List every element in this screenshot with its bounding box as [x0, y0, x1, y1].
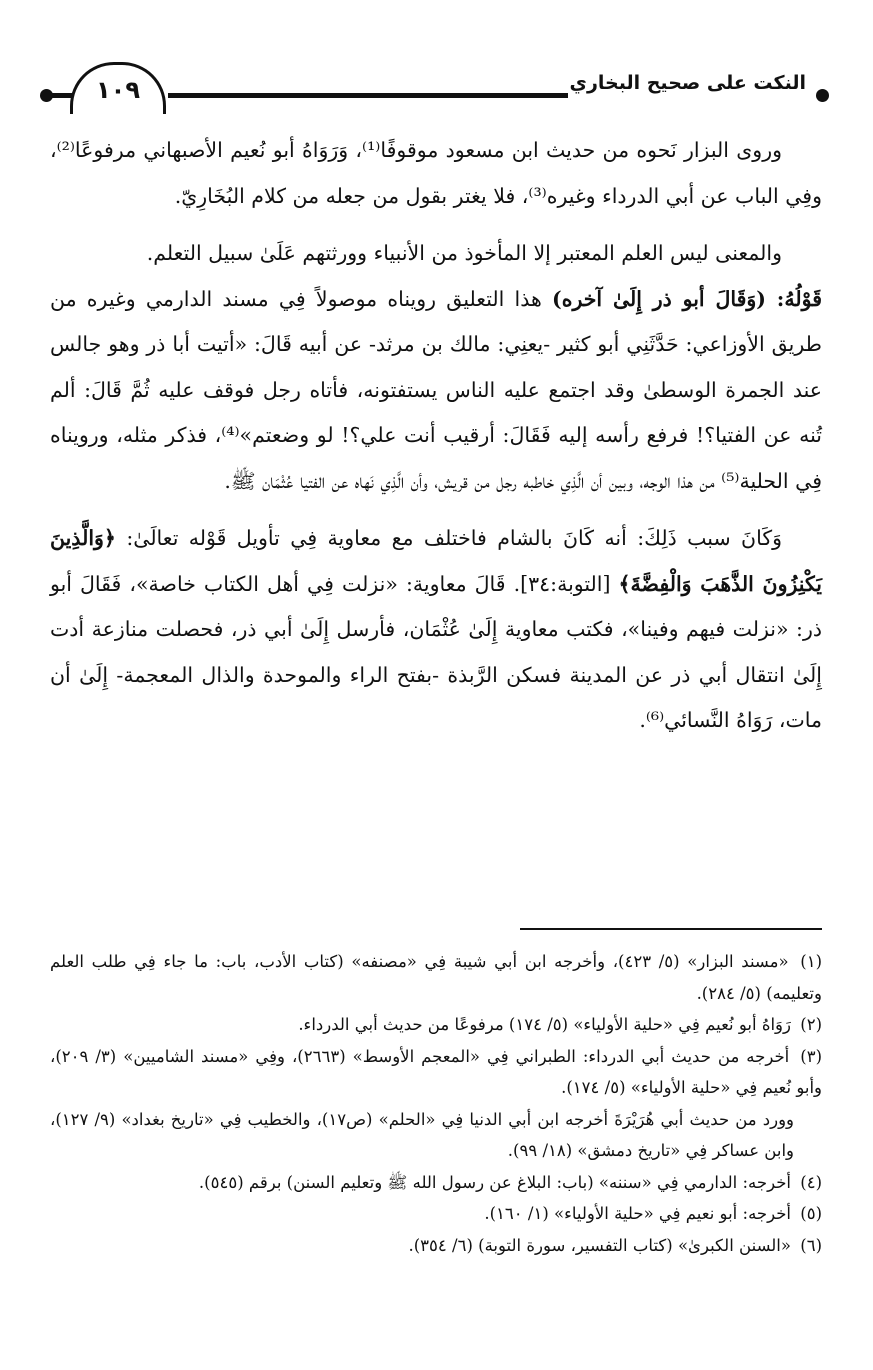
paragraph-1: وروى البزار نَحوه من حديث ابن مسعود موقوفًا⁽¹⁾، وَرَوَاهُ أبو نُعيم الأصبهاني مرفوعًا⁽²⁾، وفِي الباب عن أبي الدرداء وغيره⁽³⁾، فلا يغتر بقول من جعله من كلام البُخَارِيّ. — [50, 138, 822, 208]
footnote-6 — [50, 1230, 822, 1262]
footnote-5 — [50, 1198, 822, 1230]
paragraph-2: والمعنى ليس العلم المعتبر إلا المأخوذ من الأنبياء وورثتهم عَلَىٰ سبيل التعلم. — [146, 241, 782, 265]
page-number: ١٠٩ — [70, 62, 166, 114]
footnote-number: (٣) — [800, 1046, 823, 1066]
footnote-text: أخرجه: الدارمي فِي «سننه» (باب: البلاغ عن رسول الله ﷺ وتعليم السنن) برقم (٥٤٥). — [198, 1172, 791, 1192]
footnote-text: أخرجه من حديث أبي الدرداء: الطبراني فِي «المعجم الأوسط» (٢٦٦٣)، وفِي «مسند الشاميين» (٣/ ٢٠٩)، وأبو نُعيم فِي «حلية الأولياء» (٥/ ١٧٤). — [50, 1046, 822, 1097]
paragraph-3 — [50, 277, 822, 505]
footnote-number: (٥) — [800, 1204, 822, 1223]
footnote-separator — [520, 928, 822, 930]
footnotes — [50, 946, 822, 1261]
paragraph-4 — [50, 516, 822, 744]
header-rule-right — [168, 93, 568, 98]
main-text — [50, 128, 822, 744]
footnote-3-continuation: وورد من حديث أبي هُرَيْرَةَ أخرجه ابن أبي الدنيا فِي «الحلم» (ص١٧)، والخطيب فِي «تاريخ بغداد» (٩/ ١٢٧)، وابن عساكر فِي «تاريخ دمشق» (١٨/ ٩٩). — [50, 1109, 794, 1160]
footnote-4 — [50, 1167, 822, 1199]
page-header — [40, 58, 830, 118]
quran-verse: ﴿وَالَّذِينَ يَكْنِزُونَ الذَّهَبَ وَالْفِضَّةَ﴾ — [50, 526, 822, 596]
paragraph-3-text: هذا التعليق رويناه موصولاً فِي مسند الدارمي وغيره من طريق الأوزاعي: حَدَّثَنِي أبو كثير -يعنِي: مالك بن مرثد- عن أبيه قَالَ: «أتيت أبا ذر وهو جالس عند الجمرة الوسطىٰ وقد اجتمع عليه الناس يستفتونه، فأتاه رجل فوقف عليه ثُمَّ قَالَ: ألم تُنه عن الفتيا؟! فرفع رأسه إليه فَقَالَ: أرقيب أنت علي؟! لو وضعتم»⁽⁴⁾، فذكر مثله، ورويناه فِي الحلية⁽⁵⁾ من هذا الوجه، وبين أن الَّذِي خاطبه رجل من قريش، وأن الَّذِي نَهاه عن الفتيا عُثْمَان ﷺ. — [50, 286, 822, 493]
commentary-lemma: قَوْلُهُ: (وَقَالَ أبو ذر إِلَىٰ آخره) — [552, 286, 822, 311]
footnote-2 — [50, 1009, 822, 1041]
footnote-text: «مسند البزار» (٥/ ٤٢٣)، وأخرجه ابن أبي شيبة فِي «مصنفه» (كتاب الأدب، باب: ما جاء فِي طلب العلم وتعليمه) (٥/ ٢٨٤). — [50, 952, 822, 1003]
header-ornament-dot-right — [816, 89, 829, 102]
footnote-text: أخرجه: أبو نعيم فِي «حلية الأولياء» (١/ ١٦٠). — [484, 1204, 791, 1223]
footnote-number: (٦) — [800, 1235, 822, 1255]
footnote-number: (١) — [800, 952, 822, 971]
footnote-1 — [50, 946, 822, 1009]
footnote-text: «السنن الكبرىٰ» (كتاب التفسير، سورة التوبة) (٦/ ٣٥٤). — [408, 1235, 791, 1255]
footnote-3 — [50, 1041, 822, 1104]
footnote-text: رَوَاهُ أبو نُعيم فِي «حلية الأولياء» (٥/ ١٧٤) مرفوعًا من حديث أبي الدرداء. — [298, 1015, 791, 1034]
footnote-number: (٢) — [800, 1015, 822, 1034]
footnote-number: (٤) — [800, 1172, 822, 1192]
paragraph-4-intro: وَكَانَ سبب ذَلِكَ: أنه كَانَ بالشام فاختلف مع معاوية فِي تأويل قَوْله تعالَىٰ: — [115, 526, 782, 550]
paragraph-4-text: [التوبة:٣٤]. قَالَ معاوية: «نزلت فِي أهل الكتاب خاصة»، فَقَالَ أبو ذر: «نزلت فيهم وفينا»، فكتب معاوية إِلَىٰ عُثْمَان، فأرسل إِلَىٰ أبي ذر، فحصلت منازعة أدت إِلَىٰ انتقال أبي ذر عن المدينة فسكن الرَّبذة -بفتح الراء والموحدة والذال المعجمة- إِلَىٰ أن مات، رَوَاهُ النَّسائي⁽⁶⁾. — [50, 571, 822, 732]
running-title: النكت على صحيح البخاري — [569, 72, 806, 94]
